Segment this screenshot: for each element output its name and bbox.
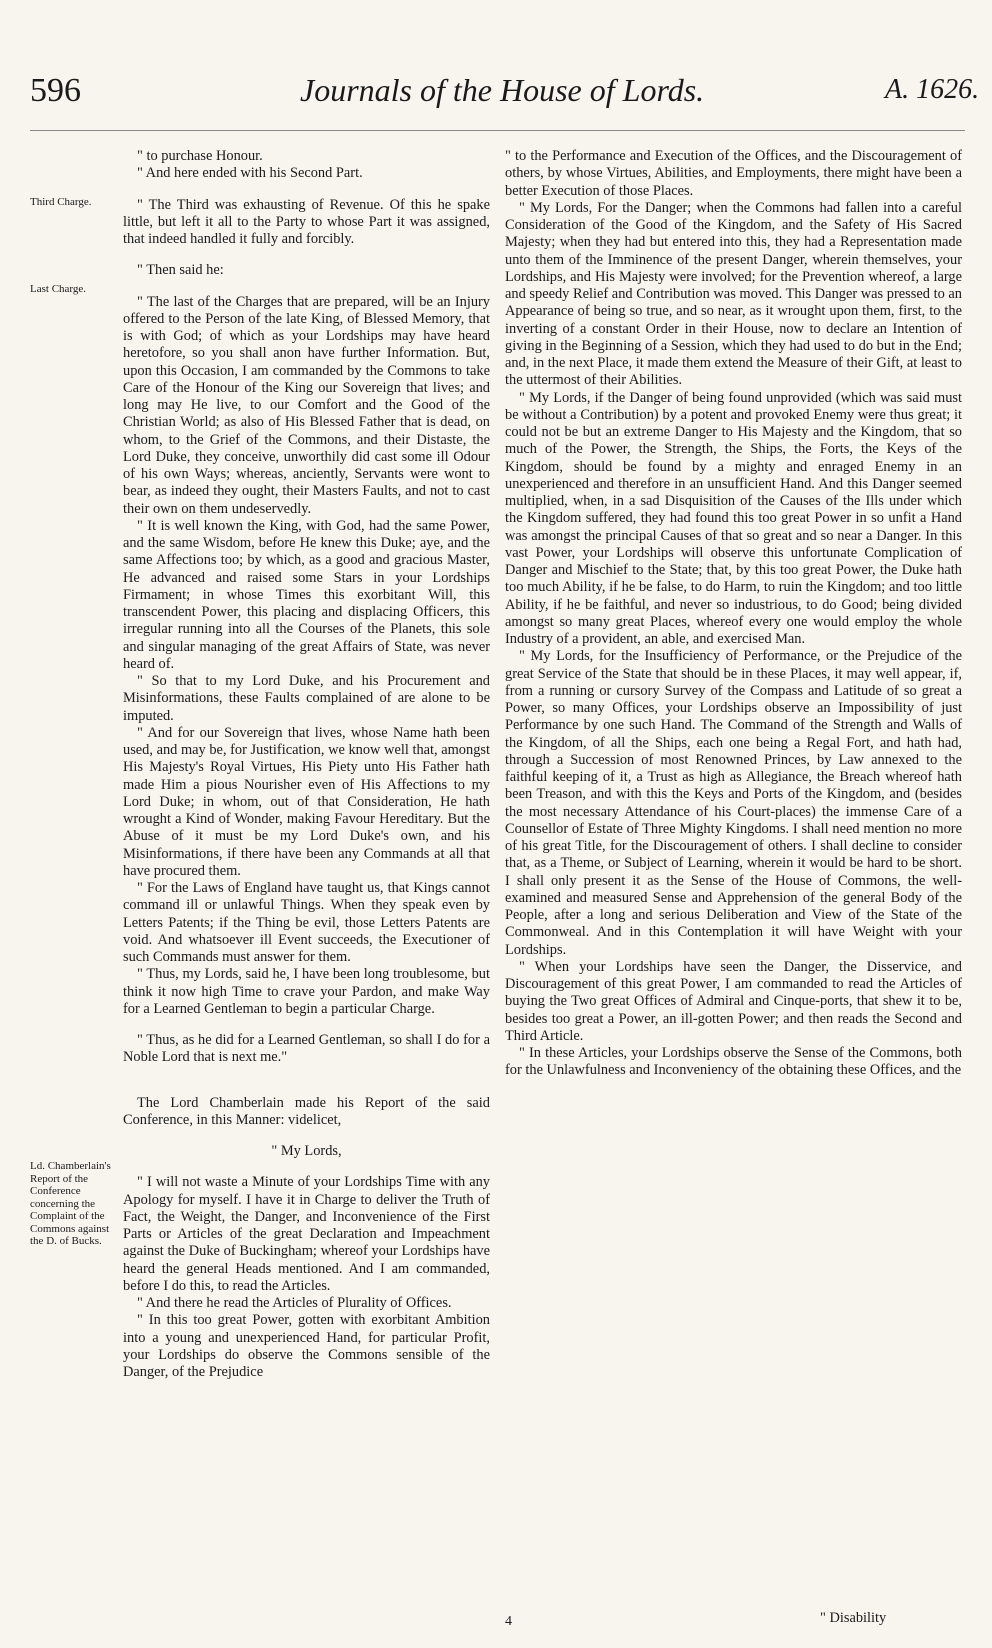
- paragraph: " And for our Sovereign that lives, whose Name hath been used, and may be, for Justification, we know well that, amongst His Majesty's Royal Virtues, His Piety unto His Father hath made Him a pious Nourisher even of His Affections to my Lord Duke; in whom, out of that Consideration, He hath wrought a Kind of Wonder, making Favour Hereditary. But the Abuse of it must be my Lord Duke's own, and his Misinformations, if there have been any Commands at all that have procured them.: [123, 724, 490, 879]
- paragraph: " The last of the Charges that are prepared, will be an Injury offered to the Person of the late King, of Blessed Memory, that is with God; of which as your Lordships may have heard heretofore, so you shall anon have further Information. But, upon this Occasion, I am commanded by the Commons to take Care of the Honour of the King our Sovereign that lives; and long may He live, to our Comfort and the Good of the Christian World; as also of His Blessed Father that is dead, on whom, to the Grief of the Commons, and their Distaste, the Lord Duke, they conceive, unworthily did cast some ill Odour of his own Ways; whereas, anciently, Servants were wont to bear, as indeed they ought, their Masters Faults, and not to cast their own on them undeservedly.: [123, 293, 490, 517]
- paragraph: " to the Performance and Execution of the Offices, and the Discouragement of others, by whose Virtues, Abilities, and Employments, there might have been a better Execution of those Places.: [505, 148, 962, 199]
- paragraph: " And there he read the Articles of Plurality of Offices.: [137, 1295, 452, 1311]
- paragraph: " For the Laws of England have taught us, that Kings cannot command ill or unlawful Things. When they speak even by Letters Patents; if the Thing be evil, those Letters Patents are void. And whatsoever ill Event succeeds, the Executioner of such Commands must answer for them.: [123, 880, 490, 965]
- left-column: [123, 148, 490, 1381]
- paragraph: " When your Lordships have seen the Danger, the Disservice, and Discouragement of this great Power, I am commanded to read the Articles of buying the Two great Offices of Admiral and Cinque-ports, that shew it to be, besides too great a Power, an ill-gotten Power; and then reads the Second and Third Article.: [505, 958, 962, 1044]
- paragraph: " Thus, as he did for a Learned Gentleman, so shall I do for a Noble Lord that is next me.": [123, 1032, 490, 1066]
- running-title: Journals of the House of Lords.: [300, 72, 705, 108]
- paragraph: " In this too great Power, gotten with exorbitant Ambition into a young and unexperienced Hand, for particular Profit, your Lordships do observe the Commons sensible of the Danger, of the Prejudice: [123, 1312, 490, 1380]
- paragraph: The Lord Chamberlain made his Report of the said Conference, in this Manner: videlicet,: [123, 1094, 490, 1128]
- right-column: [505, 148, 962, 1080]
- paragraph: " And here ended with his Second Part.: [137, 165, 363, 182]
- paragraph: " It is well known the King, with God, had the same Power, and the same Wisdom, before He knew this Duke; aye, and the same Affections too; by which, as a good and gracious Master, He advanced and raised some Stars in your Lordships Firmament; in whose Times this exorbitant Will, this transcendent Power, this placing and displacing Officers, this irregular running into all the Courses of the Planets, this sole and singular managing of the great Affairs of State, was never heard of.: [123, 517, 490, 672]
- paragraph: " The Third was exhausting of Revenue. Of this he spake little, but left it all to the Party to whose Part it was assigned, that indeed handled it fully and forcibly.: [123, 196, 490, 247]
- paragraph: " So that to my Lord Duke, and his Procurement and Misinformations, these Faults complained of are alone to be imputed.: [123, 673, 490, 724]
- paragraph: " I will not waste a Minute of your Lordships Time with any Apology for myself. I have it in Charge to deliver the Truth of Fact, the Weight, the Danger, and Inconvenience of the First Parts or Articles of the great Declaration and Impeachment against the Duke of Buckingham; whereof your Lordships have heard the general Heads mentioned. And I am commanded, before I do this, to read the Articles.: [123, 1174, 490, 1294]
- catchword: " Disability: [820, 1610, 887, 1626]
- page-header: [0, 0, 992, 109]
- page-signature: 4: [505, 1614, 512, 1629]
- year-label: A. 1626.: [885, 74, 980, 105]
- margin-note-third-charge: Third Charge.: [30, 196, 92, 208]
- paragraph: " My Lords, For the Danger; when the Commons had fallen into a careful Consideration of the Good of the Kingdom, and the Safety of His Sacred Majesty; when they had but entered into this, they had a Representation made unto them of the Imminence of the present Danger, wherein themselves, your Lordships, and His Majesty were involved; for the Prevention whereof, a large and speedy Relief and Contribution was moved. This Danger was pressed to an Appearance of being so true, and so near, as it wrought upon them, first, to the inverting of a constant Order in their House, now to declare an Intention of giving in the Beginning of a Session, which they had used to do but in the End; and, in the next Place, it made them extend the Measure of their Gift, at least to the uttermost of their Abilities.: [505, 199, 962, 389]
- paragraph: " Thus, my Lords, said he, I have been long troublesome, but think it now high Time to crave your Pardon, and make Way for a Learned Gentleman to begin a particular Charge.: [123, 966, 490, 1017]
- margin-note-last-charge: Last Charge.: [30, 283, 87, 295]
- header-rule: [30, 130, 965, 131]
- paragraph: " My Lords, for the Insufficiency of Performance, or the Prejudice of the great Service of the State that should be in these Places, it may well appear, if, from a running or cursory Survey of the Compass and Latitude of so great a Power, so many Offices, your Lordships observe an Impossibility of just Performance by one such Hand. The Command of the Strength and Walls of the Kingdom, of all the Ships, each one being a Regal Fort, and hath had, through a Succession of most Renowned Princes, by Law annexed to the faithful keeping of it, a Trust as high as Allegiance, the Breach whereof hath been Treason, and with this the Keys and Ports of the Kingdom, and (besides the most necessary Attendance of his Court-places) the immense Care of a Counsellor of Estate of Three Mighty Kingdoms. I shall need mention no more of his great Title, for the Discouragement of others. I shall decline to consider that, as a Theme, or Subject of Learning, wherein it would be hard to be short. I shall only present it as the Sense of the House of Commons, the well-examined and measured Sense and Apprehension of the general Body of the People, after a long and serious Deliberation and View of the State of the Commonweal. And in this Contemplation it will have Weight with your Lordships.: [505, 648, 962, 958]
- paragraph: " to purchase Honour.: [137, 148, 263, 164]
- paragraph: " Then said he:: [137, 262, 224, 279]
- margin-note-chamberlain-report: Ld. Chamberlain's Report of the Conference concerning the Complaint of the Commons against the D. of Bucks.: [30, 1160, 111, 1247]
- paragraph: " In these Articles, your Lordships observe the Sense of the Commons, both for the Unlawfulness and Inconveniency of the obtaining these Offices, and the: [505, 1045, 962, 1079]
- page-number: 596: [30, 72, 81, 109]
- paragraph: " My Lords,: [271, 1143, 342, 1159]
- paragraph: " My Lords, if the Danger of being found unprovided (which was said must be without a Contribution) by a potent and provoked Enemy were thus great; it could not be but an extreme Danger to His Majesty and the Kingdom, that so much of the Power, the Strength, the Ships, the Forts, the Keys of the Kingdom, should be found by a mighty and enraged Enemy in an unexperienced and therefore in an unsufficient Hand. And this Danger seemed multiplied, when, in a sad Disquisition of the Causes of the Ills under which the Kingdom suffered, they had found this too great Power in so unfit a Hand was amongst the principal Causes of that so great and so near a Danger. In this vast Power, your Lordships will observe this unfortunate Complication of Danger and Mischief to the State; that, by this too great Power, the Duke hath too much Ability, if he be false, to do Harm, to ruin the Kingdom; and too little Ability, if he be faithful, and never so industrious, to do Good; being divided amongst so many great Places, whereof every one would employ the whole Industry of a provident, an able, and exercised Man.: [505, 389, 962, 647]
